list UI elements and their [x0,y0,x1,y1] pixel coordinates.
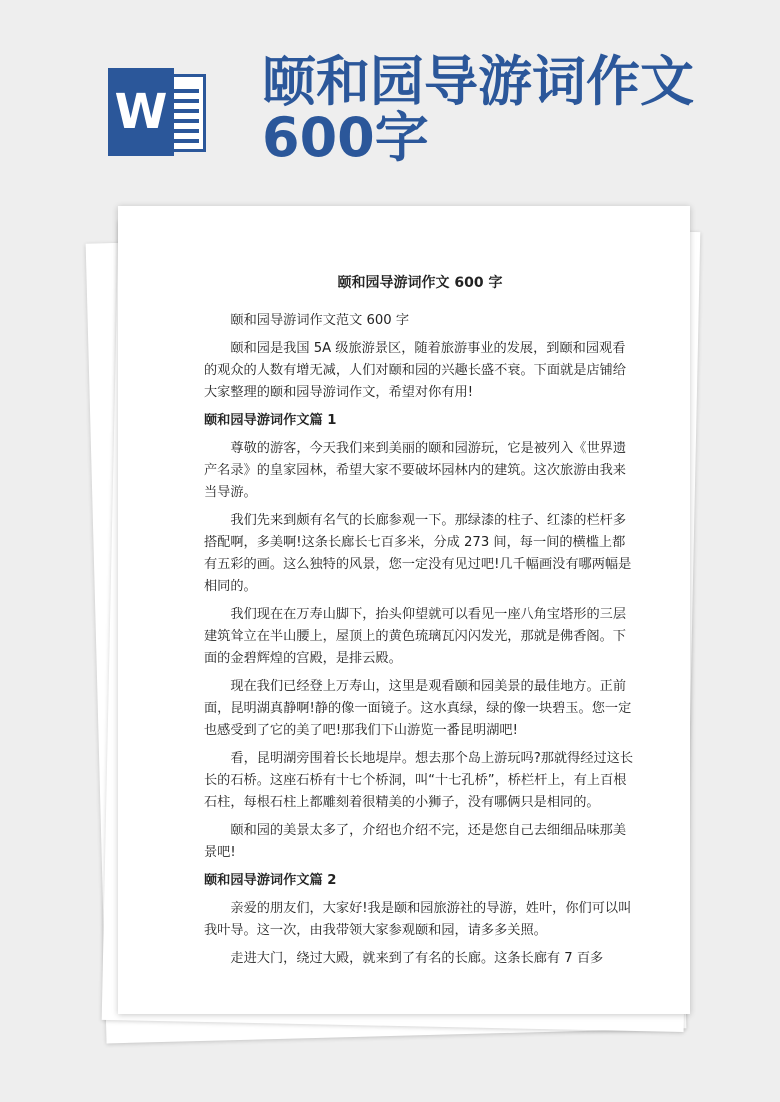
document-title: 颐和园导游词作文 600 字 [337,275,503,291]
paragraph: 看，昆明湖旁围着长长地堤岸。想去那个岛上游玩吗?那就得经过这长长的石桥。这座石桥有十七个桥洞，叫“十七孔桥”，桥栏杆上，有上百根石柱，每根石柱上都雕刻着很精美的小狮子，没有哪俩只是相同的。 [204,751,634,810]
word-icon-letter: W [108,68,174,156]
paragraph: 走进大门，绕过大殿，就来到了有名的长廊。这条长廊有 7 百多 [230,951,604,966]
page-title: 颐和园导游词作文600字 [262,50,694,169]
word-document-icon [108,68,206,156]
paragraph: 尊敬的游客，今天我们来到美丽的颐和园游玩，它是被列入《世界遗产名录》的皇家园林，希望大家不要破坏园林内的建筑。这次旅游由我来当导游。 [204,441,627,500]
section-heading: 颐和园导游词作文篇 1 [204,413,337,428]
section-heading: 颐和园导游词作文篇 2 [204,873,337,888]
paragraph: 我们现在在万寿山脚下，抬头仰望就可以看见一座八角宝塔形的三层建筑耸立在半山腰上，屋顶上的黄色琉璃瓦闪闪发光，那就是佛香阁。下面的金碧辉煌的宫殿，是排云殿。 [204,607,627,666]
document-page [118,206,690,1014]
paragraph: 现在我们已经登上万寿山，这里是观看颐和园美景的最佳地方。正前面，昆明湖真静啊!静的像一面镜子。这水真绿，绿的像一块碧玉。您一定也感受到了它的美了吧!那我们下山游览一番昆明湖吧! [204,679,632,738]
paragraph: 颐和园导游词作文范文 600 字 [230,313,410,328]
document-body [204,272,636,976]
header-banner [0,0,780,200]
paragraph: 我们先来到颇有名气的长廊参观一下。那绿漆的柱子、红漆的栏杆多搭配啊，多美啊!这条长廊长七百多米，分成 273 间，每一间的横槛上都有五彩的画。这么独特的风景，您一定没有见过吧!几千幅画没有哪两幅是相同的。 [204,513,632,594]
paragraph: 亲爱的朋友们，大家好!我是颐和园旅游社的导游，姓叶，你们可以叫我叶导。这一次，由我带领大家参观颐和园，请多多关照。 [204,901,632,938]
paragraph: 颐和园是我国 5A 级旅游景区，随着旅游事业的发展，到颐和园观看的观众的人数有增无减，人们对颐和园的兴趣长盛不衰。下面就是店铺给大家整理的颐和园导游词作文，希望对你有用! [204,341,626,400]
paragraph: 颐和园的美景太多了，介绍也介绍不完，还是您自己去细细品味那美景吧! [204,823,627,860]
